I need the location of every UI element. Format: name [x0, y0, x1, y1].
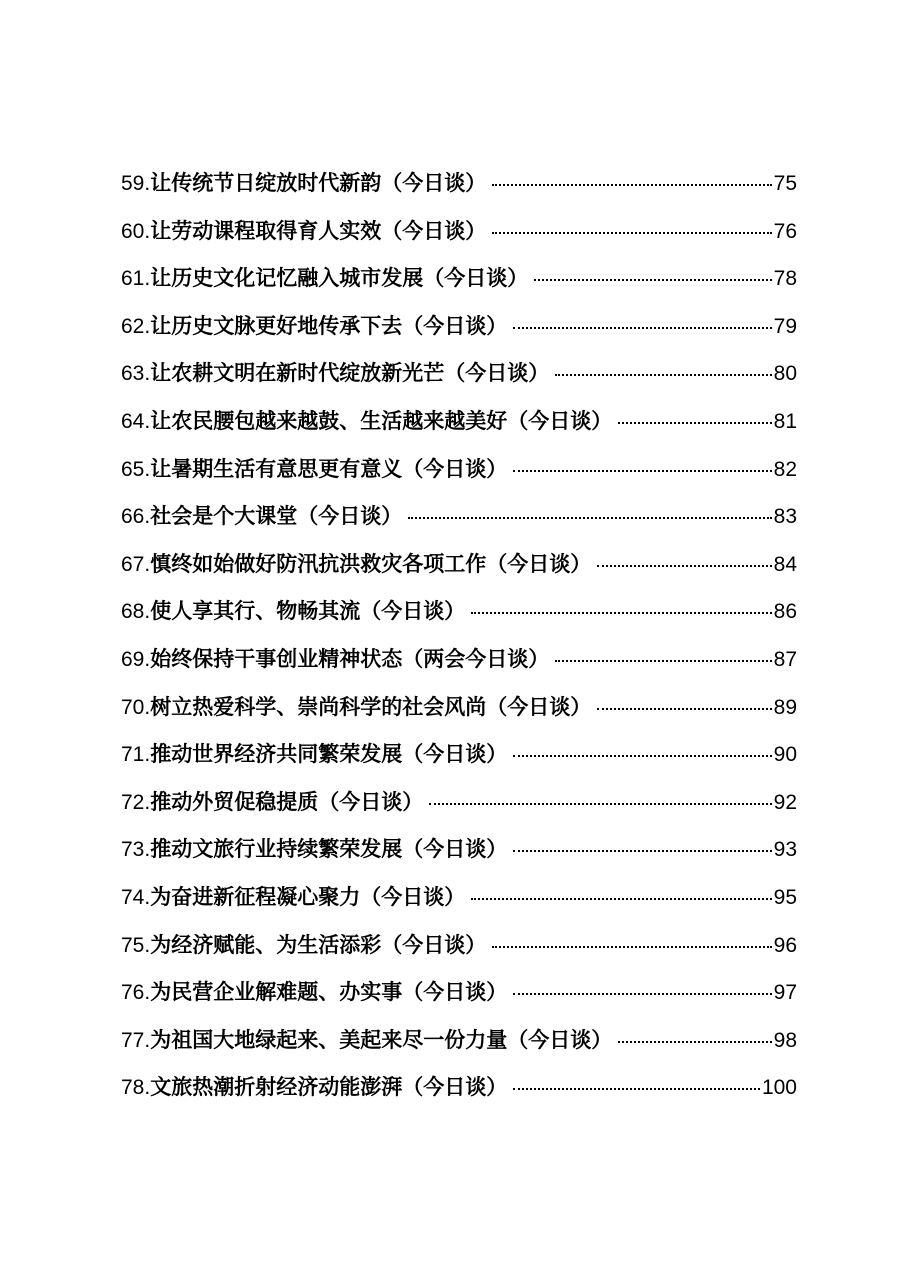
entry-page-number: 80 [773, 362, 797, 386]
entry-page-number: 95 [773, 885, 797, 909]
entry-page-number: 96 [773, 933, 797, 957]
entry-page-number: 93 [773, 838, 797, 862]
toc-entry[interactable] [121, 350, 797, 398]
entry-number: 69. [121, 647, 151, 671]
dot-leader [555, 374, 771, 376]
entry-number: 59. [121, 172, 151, 195]
entry-number: 71. [121, 743, 151, 767]
toc-entry[interactable] [121, 208, 797, 256]
entry-number: 76. [121, 981, 151, 1005]
entry-page-number: 76 [773, 219, 797, 243]
entry-number: 70. [121, 695, 151, 719]
entry-number: 68. [121, 600, 151, 624]
entry-number: 75. [121, 933, 151, 957]
entry-title: 使人享其行、物畅其流（今日谈） [150, 599, 466, 624]
toc-entry[interactable] [121, 922, 797, 970]
entry-title: 让劳动课程取得育人实效（今日谈） [150, 218, 487, 243]
entry-page-number: 79 [773, 314, 797, 338]
toc-entry[interactable] [121, 398, 797, 446]
entry-number: 74. [121, 885, 151, 909]
dot-leader [513, 755, 771, 757]
entry-title: 让历史文脉更好地传承下去（今日谈） [150, 313, 508, 338]
entry-title: 推动世界经济共同繁荣发展（今日谈） [150, 742, 508, 767]
dot-leader [471, 898, 771, 900]
dot-leader [513, 850, 771, 852]
entry-page-number: 82 [773, 457, 797, 481]
entry-page-number: 75 [773, 172, 797, 195]
entry-page-number: 84 [773, 552, 797, 576]
dot-leader [492, 946, 771, 948]
dot-leader [555, 660, 771, 662]
toc-entry[interactable] [121, 636, 797, 684]
dot-leader [492, 184, 771, 186]
toc-entry[interactable] [121, 446, 797, 494]
entry-title: 文旅热潮折射经济动能澎湃（今日谈） [150, 1075, 508, 1100]
entry-title: 为民营企业解难题、办实事（今日谈） [150, 980, 508, 1005]
entry-title: 推动外贸促稳提质（今日谈） [150, 789, 424, 814]
entry-title: 为经济赋能、为生活添彩（今日谈） [150, 932, 487, 957]
entry-number: 77. [121, 1028, 151, 1052]
entry-title: 始终保持干事创业精神状态（两会今日谈） [150, 646, 550, 671]
entry-number: 61. [121, 267, 151, 291]
entry-title: 让历史文化记忆融入城市发展（今日谈） [150, 266, 529, 291]
entry-number: 65. [121, 457, 151, 481]
entry-page-number: 100 [761, 1076, 797, 1100]
entry-page-number: 81 [773, 409, 797, 433]
entry-page-number: 78 [773, 267, 797, 291]
entry-number: 67. [121, 552, 151, 576]
toc-entry[interactable] [121, 303, 797, 351]
toc-entry[interactable] [121, 160, 797, 208]
dot-leader [513, 470, 771, 472]
toc-entry[interactable] [121, 684, 797, 732]
toc-entry[interactable] [121, 874, 797, 922]
entry-page-number: 90 [773, 743, 797, 767]
entry-page-number: 98 [773, 1028, 797, 1052]
entry-page-number: 87 [773, 647, 797, 671]
entry-title: 让农民腰包越来越鼓、生活越来越美好（今日谈） [150, 408, 613, 433]
toc-entry[interactable] [121, 969, 797, 1017]
entry-title: 为祖国大地绿起来、美起来尽一份力量（今日谈） [150, 1027, 613, 1052]
toc-entry[interactable] [121, 588, 797, 636]
dot-leader [471, 612, 771, 614]
table-of-contents [121, 160, 797, 1112]
dot-leader [408, 517, 771, 519]
dot-leader [513, 1088, 760, 1090]
entry-title: 让农耕文明在新时代绽放新光芒（今日谈） [150, 361, 550, 386]
entry-page-number: 92 [773, 790, 797, 814]
entry-page-number: 89 [773, 695, 797, 719]
entry-number: 78. [121, 1076, 151, 1100]
entry-title: 社会是个大课堂（今日谈） [150, 504, 403, 529]
entry-number: 60. [121, 219, 151, 243]
entry-number: 72. [121, 790, 151, 814]
entry-number: 63. [121, 362, 151, 386]
entry-title: 为奋进新征程凝心聚力（今日谈） [150, 884, 466, 909]
dot-leader [492, 232, 771, 234]
toc-entry[interactable] [121, 1017, 797, 1065]
dot-leader [429, 803, 771, 805]
entry-number: 73. [121, 838, 151, 862]
entry-number: 64. [121, 409, 151, 433]
toc-entry[interactable] [121, 255, 797, 303]
toc-entry[interactable] [121, 541, 797, 589]
entry-page-number: 97 [773, 981, 797, 1005]
entry-title: 让传统节日绽放时代新韵（今日谈） [150, 171, 487, 195]
entry-number: 62. [121, 314, 151, 338]
toc-entry[interactable] [121, 1064, 797, 1112]
dot-leader [597, 565, 771, 567]
toc-entry[interactable] [121, 826, 797, 874]
entry-number: 66. [121, 505, 151, 529]
entry-page-number: 83 [773, 505, 797, 529]
dot-leader [618, 422, 771, 424]
toc-entry[interactable] [121, 493, 797, 541]
entry-title: 推动文旅行业持续繁荣发展（今日谈） [150, 837, 508, 862]
entry-title: 树立热爱科学、崇尚科学的社会风尚（今日谈） [150, 694, 592, 719]
dot-leader [513, 993, 771, 995]
dot-leader [534, 279, 771, 281]
dot-leader [513, 327, 771, 329]
dot-leader [618, 1041, 771, 1043]
toc-entry[interactable] [121, 779, 797, 827]
entry-title: 让暑期生活有意思更有意义（今日谈） [150, 456, 508, 481]
toc-entry[interactable] [121, 731, 797, 779]
dot-leader [597, 708, 771, 710]
entry-title: 慎终如始做好防汛抗洪救灾各项工作（今日谈） [150, 551, 592, 576]
entry-page-number: 86 [773, 600, 797, 624]
